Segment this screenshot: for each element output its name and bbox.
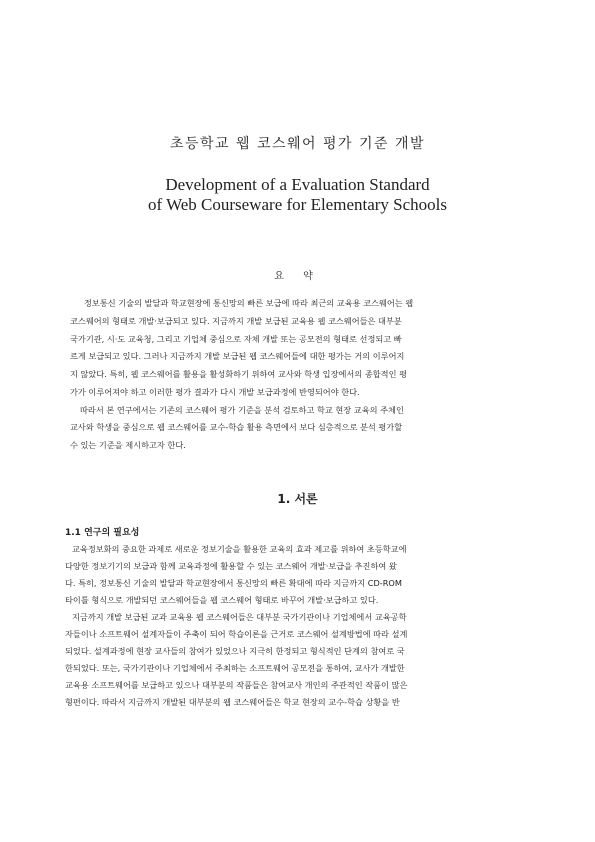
english-title-line-1: Development of a Evaluation Standard <box>165 175 430 194</box>
abstract-line: 가가 이루어져야 하고 이러한 평가 결과가 다시 개발 보급과정에 반영되어야 한다. <box>70 387 360 397</box>
abstract-line: 르게 보급되고 있다. 그러나 지금까지 개발 보급된 웹 코스웨어들에 대한 평가는 거의 이루어지 <box>70 351 405 361</box>
abstract-heading: 요 약 <box>274 271 321 282</box>
abstract-line: 따라서 본 연구에서는 기존의 코스웨어 평가 기준을 분석 검토하고 학교 현장 교육의 주체인 <box>80 405 404 415</box>
body-line: 타이틀 형식으로 개발되던 코스웨어들을 웹 코스웨어 형태로 바꾸어 개발·보급하고 있다. <box>65 595 379 605</box>
body-line: 다양한 정보기기의 보급과 함께 교육과정에 활용할 수 있는 코스웨어 개발·보급을 추진하여 왔 <box>65 561 397 571</box>
subsection-heading-necessity: 1.1 연구의 필요성 <box>65 528 140 538</box>
korean-title: 초등학교 웹 코스웨어 평가 기준 개발 <box>169 136 426 152</box>
body-line: 한되었다. 또는, 국가기관이나 기업체에서 주최하는 소프트웨어 공모전을 통하여, 교사가 개발한 <box>65 663 405 673</box>
body-line: 형편이다. 따라서 지금까지 개발된 대부분의 웹 코스웨어들은 학교 현장의 교수-학습 상황을 반 <box>65 697 400 707</box>
abstract-line: 교사와 학생을 중심으로 웹 코스웨어를 교수-학습 활용 측면에서 보다 심층적으로 분석 평가할 <box>70 422 403 432</box>
body-line: 교육정보화의 중요한 과제로 새로운 정보기술을 활용한 교육의 효과 제고를 위하여 초등학교에 <box>72 544 407 554</box>
body-line: 교육용 소프트웨어를 보급하고 있으나 대부분의 작품들은 참여교사 개인의 주관적인 작품이 많은 <box>65 680 408 690</box>
body-line: 자들이나 소프트웨어 설계자들이 주축이 되어 학습이론을 근거로 코스웨어 설계방법에 따라 설계 <box>65 629 408 639</box>
abstract-line: 국가기관, 시·도 교육청, 그리고 기업체 중심으로 자체 개발 또는 공모전의 형태로 선정되고 빠 <box>70 334 402 344</box>
abstract-line: 정보통신 기술의 발달과 학교현장에 통신망의 빠른 보급에 따라 최근의 교육용 코스웨어는 웹 <box>84 298 414 308</box>
english-title-line-2: of Web Courseware for Elementary Schools <box>147 195 448 214</box>
abstract-line: 지 않았다. 특히, 웹 코스웨어를 활용을 활성화하기 위하여 교사와 학생 입장에서의 종합적인 평 <box>70 369 407 379</box>
abstract-line: 수 있는 기준을 제시하고자 한다. <box>70 440 186 450</box>
body-line: 다. 특히, 정보통신 기술의 발달과 학교현장에서 통신망의 빠른 확대에 따라 지금까지 CD-ROM <box>65 578 402 588</box>
section-heading-introduction: 1. 서론 <box>277 492 318 506</box>
body-line: 지금까지 개발 보급된 교과 교육용 웹 코스웨어들은 대부분 국가기관이나 기업체에서 교육공학 <box>72 612 407 622</box>
body-line: 되었다. 설계과정에 현장 교사들의 참여가 있었으나 지극히 한정되고 형식적인 단계의 참여로 국 <box>65 646 405 656</box>
abstract-line: 코스웨어의 형태로 개발·보급되고 있다. 지금까지 개발 보급된 교육용 웹 코스웨어들은 대부분 <box>70 316 402 326</box>
